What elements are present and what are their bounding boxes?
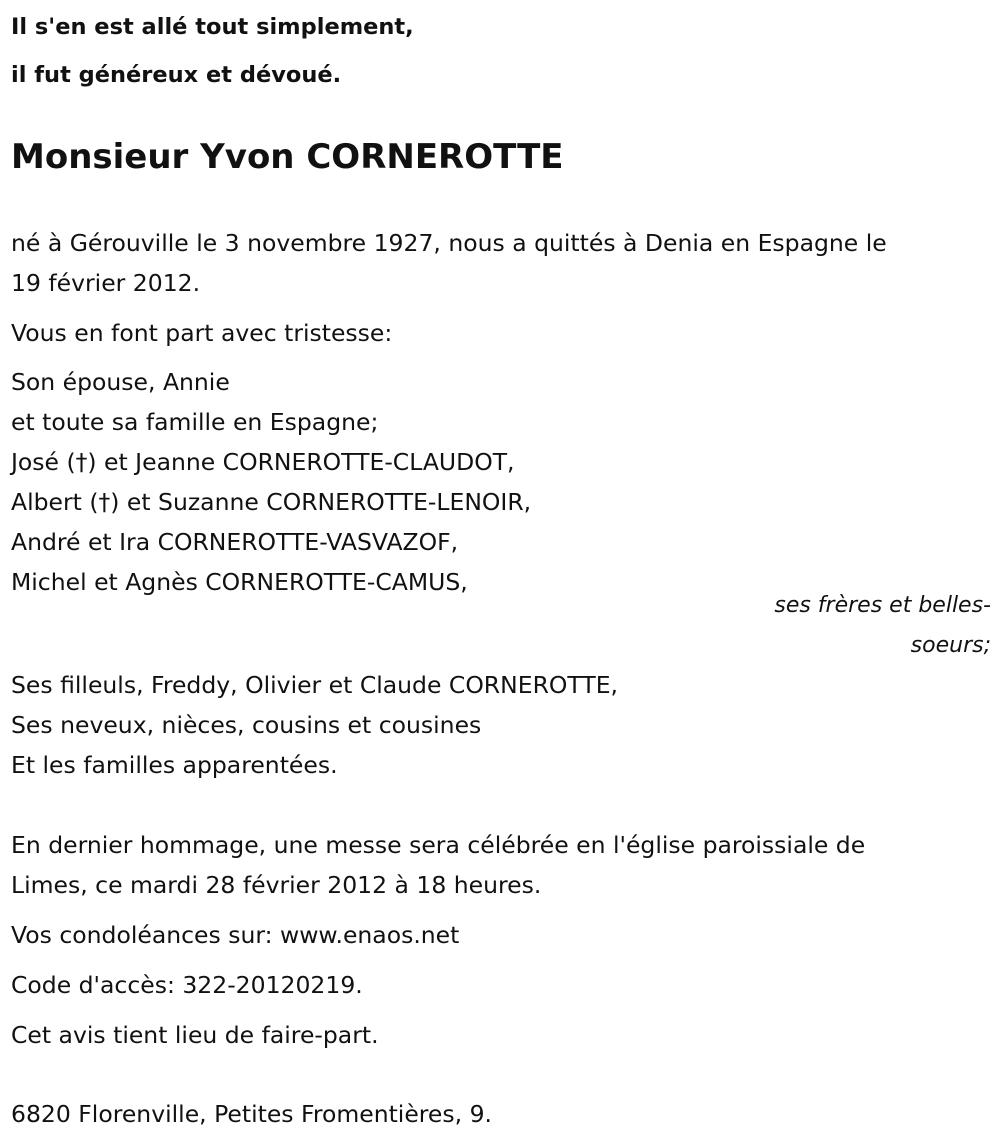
siblings-caption-line-2: soeurs; — [910, 633, 991, 658]
spouse-family-line: et toute sa famille en Espagne; — [11, 408, 379, 436]
relatives-line: Ses neveux, nièces, cousins et cousines — [11, 711, 482, 739]
sibling-line: André et Ira CORNEROTTE-VASVAZOF, — [11, 528, 459, 556]
service-line-1: En dernier hommage, une messe sera célébrée en l'église paroissiale de — [11, 831, 866, 859]
birth-death-line-1: né à Gérouville le 3 novembre 1927, nous a quittés à Denia en Espagne le — [11, 229, 887, 257]
siblings-caption-line-1: ses frères et belles- — [774, 593, 991, 618]
deceased-name: Monsieur Yvon CORNEROTTE — [11, 137, 564, 177]
spouse-line: Son épouse, Annie — [11, 368, 230, 396]
related-families-line: Et les familles apparentées. — [11, 751, 338, 779]
sibling-line: Michel et Agnès CORNEROTTE-CAMUS, — [11, 568, 468, 596]
sibling-line: Albert (†) et Suzanne CORNEROTTE-LENOIR, — [11, 488, 532, 516]
epitaph-line-2: il fut généreux et dévoué. — [11, 62, 342, 88]
notice-line: Cet avis tient lieu de faire-part. — [11, 1021, 379, 1049]
access-code-line: Code d'accès: 322-20120219. — [11, 971, 363, 999]
announcement-intro: Vous en font part avec tristesse: — [11, 319, 393, 347]
godchildren-line: Ses filleuls, Freddy, Olivier et Claude CORNEROTTE, — [11, 671, 619, 699]
address-line: 6820 Florenville, Petites Fromentières, 9. — [11, 1100, 492, 1128]
epitaph-line-1: Il s'en est allé tout simplement, — [11, 14, 414, 40]
birth-death-line-2: 19 février 2012. — [11, 269, 201, 297]
sibling-line: José (†) et Jeanne CORNEROTTE-CLAUDOT, — [11, 448, 515, 476]
condolences-line: Vos condoléances sur: www.enaos.net — [11, 921, 460, 949]
service-line-2: Limes, ce mardi 28 février 2012 à 18 heures. — [11, 871, 542, 899]
